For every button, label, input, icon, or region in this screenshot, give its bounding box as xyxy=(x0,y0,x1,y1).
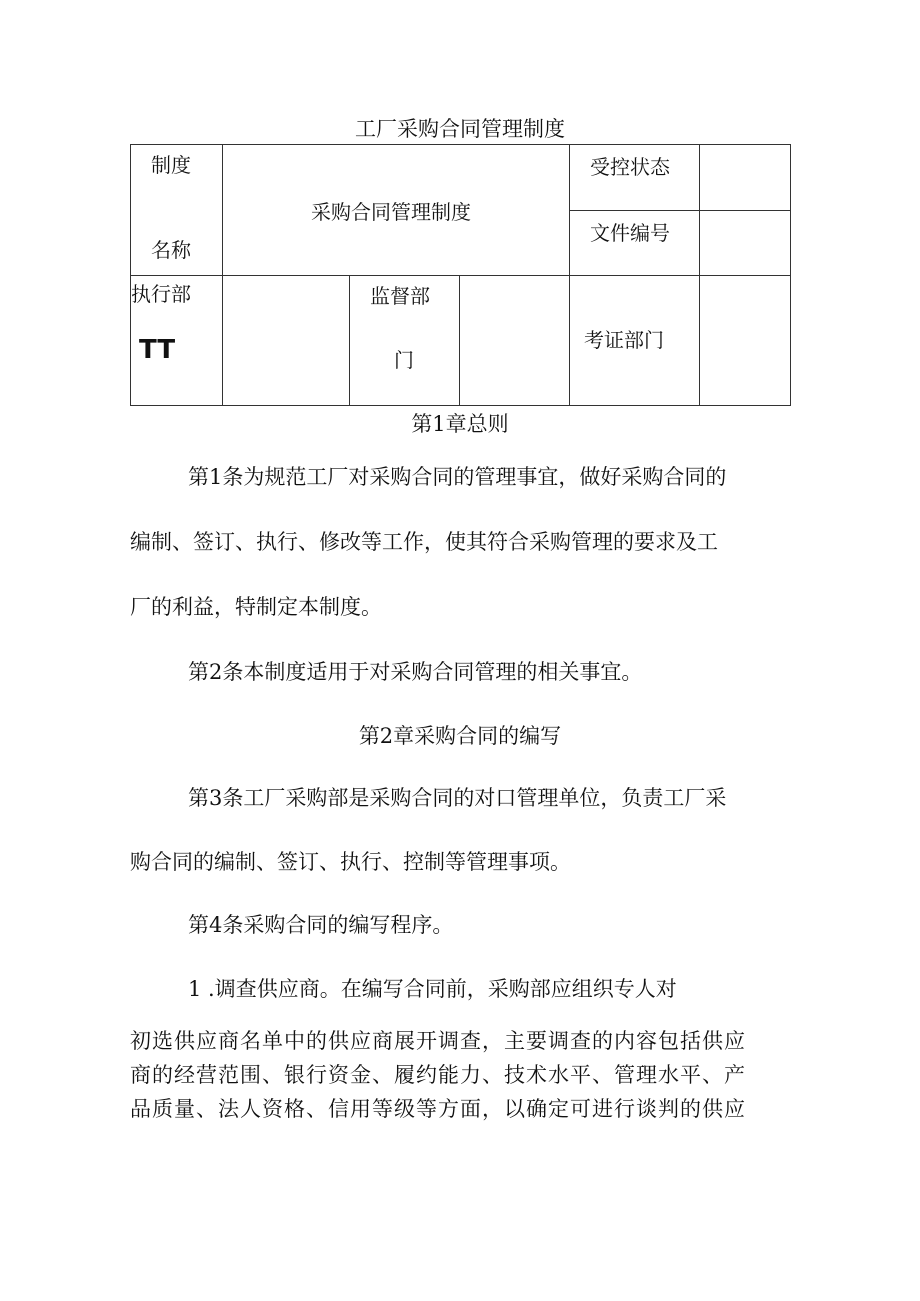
supervise-dept-label-cell xyxy=(350,276,460,406)
chapter1-heading: 第1章总则 xyxy=(411,412,509,436)
item1-line3: 商的经营范围、银行资金、履约能力、技术水平、管理水平、产 xyxy=(130,1063,746,1087)
document-title: 工厂采购合同管理制度 xyxy=(355,117,565,141)
doc-number-label-cell xyxy=(570,210,700,276)
article4: 第4条采购合同的编写程序。 xyxy=(188,913,454,937)
exam-dept-value xyxy=(700,276,791,406)
doc-number-label: 文件编号 xyxy=(590,220,671,245)
doc-number-value xyxy=(700,210,791,276)
policy-info-table xyxy=(130,144,791,406)
article1-line3: 厂的利益，特制定本制度。 xyxy=(130,595,382,619)
supervise-dept-label-line2: 门 xyxy=(394,348,414,372)
controlled-status-label: 受控状态 xyxy=(590,155,671,179)
supervise-dept-value xyxy=(460,276,570,406)
exec-dept-label-cell xyxy=(131,276,223,406)
exec-dept-label-line1: 执行部 xyxy=(131,282,191,306)
article2: 第2条本制度适用于对采购合同管理的相关事宜。 xyxy=(188,660,643,684)
name-label-line1: 制度 xyxy=(151,153,191,177)
supervise-dept-label-line1: 监督部 xyxy=(370,284,430,308)
policy-name-value: 采购合同管理制度 xyxy=(311,199,472,224)
name-label-cell xyxy=(131,145,223,276)
controlled-status-value xyxy=(700,145,791,211)
name-label-line2: 名称 xyxy=(151,238,191,262)
item1-line2: 初选供应商名单中的供应商展开调查，主要调查的内容包括供应 xyxy=(130,1029,746,1053)
article1-line1: 第1条为规范工厂对采购合同的管理事宜，做好采购合同的 xyxy=(188,465,727,489)
exam-dept-label: 考证部门 xyxy=(584,328,665,352)
exec-dept-value xyxy=(223,276,350,406)
exec-dept-label-line2: TT xyxy=(139,335,176,365)
name-value-cell xyxy=(223,145,570,276)
controlled-status-label-cell xyxy=(570,145,700,211)
article3-line1: 第3条工厂采购部是采购合同的对口管理单位，负责工厂采 xyxy=(188,786,727,810)
article3-line2: 购合同的编制、签订、执行、控制等管理事项。 xyxy=(130,850,571,874)
item1-line1: 1 .调查供应商。在编写合同前，采购部应组织专人对 xyxy=(188,977,677,1001)
item1-line4: 品质量、法人资格、信用等级等方面，以确定可进行谈判的供应 xyxy=(130,1097,746,1121)
chapter2-heading: 第2章采购合同的编写 xyxy=(358,724,562,748)
article1-line2: 编制、签订、执行、修改等工作，使其符合采购管理的要求及工 xyxy=(130,530,718,554)
exam-dept-label-cell xyxy=(570,276,700,406)
